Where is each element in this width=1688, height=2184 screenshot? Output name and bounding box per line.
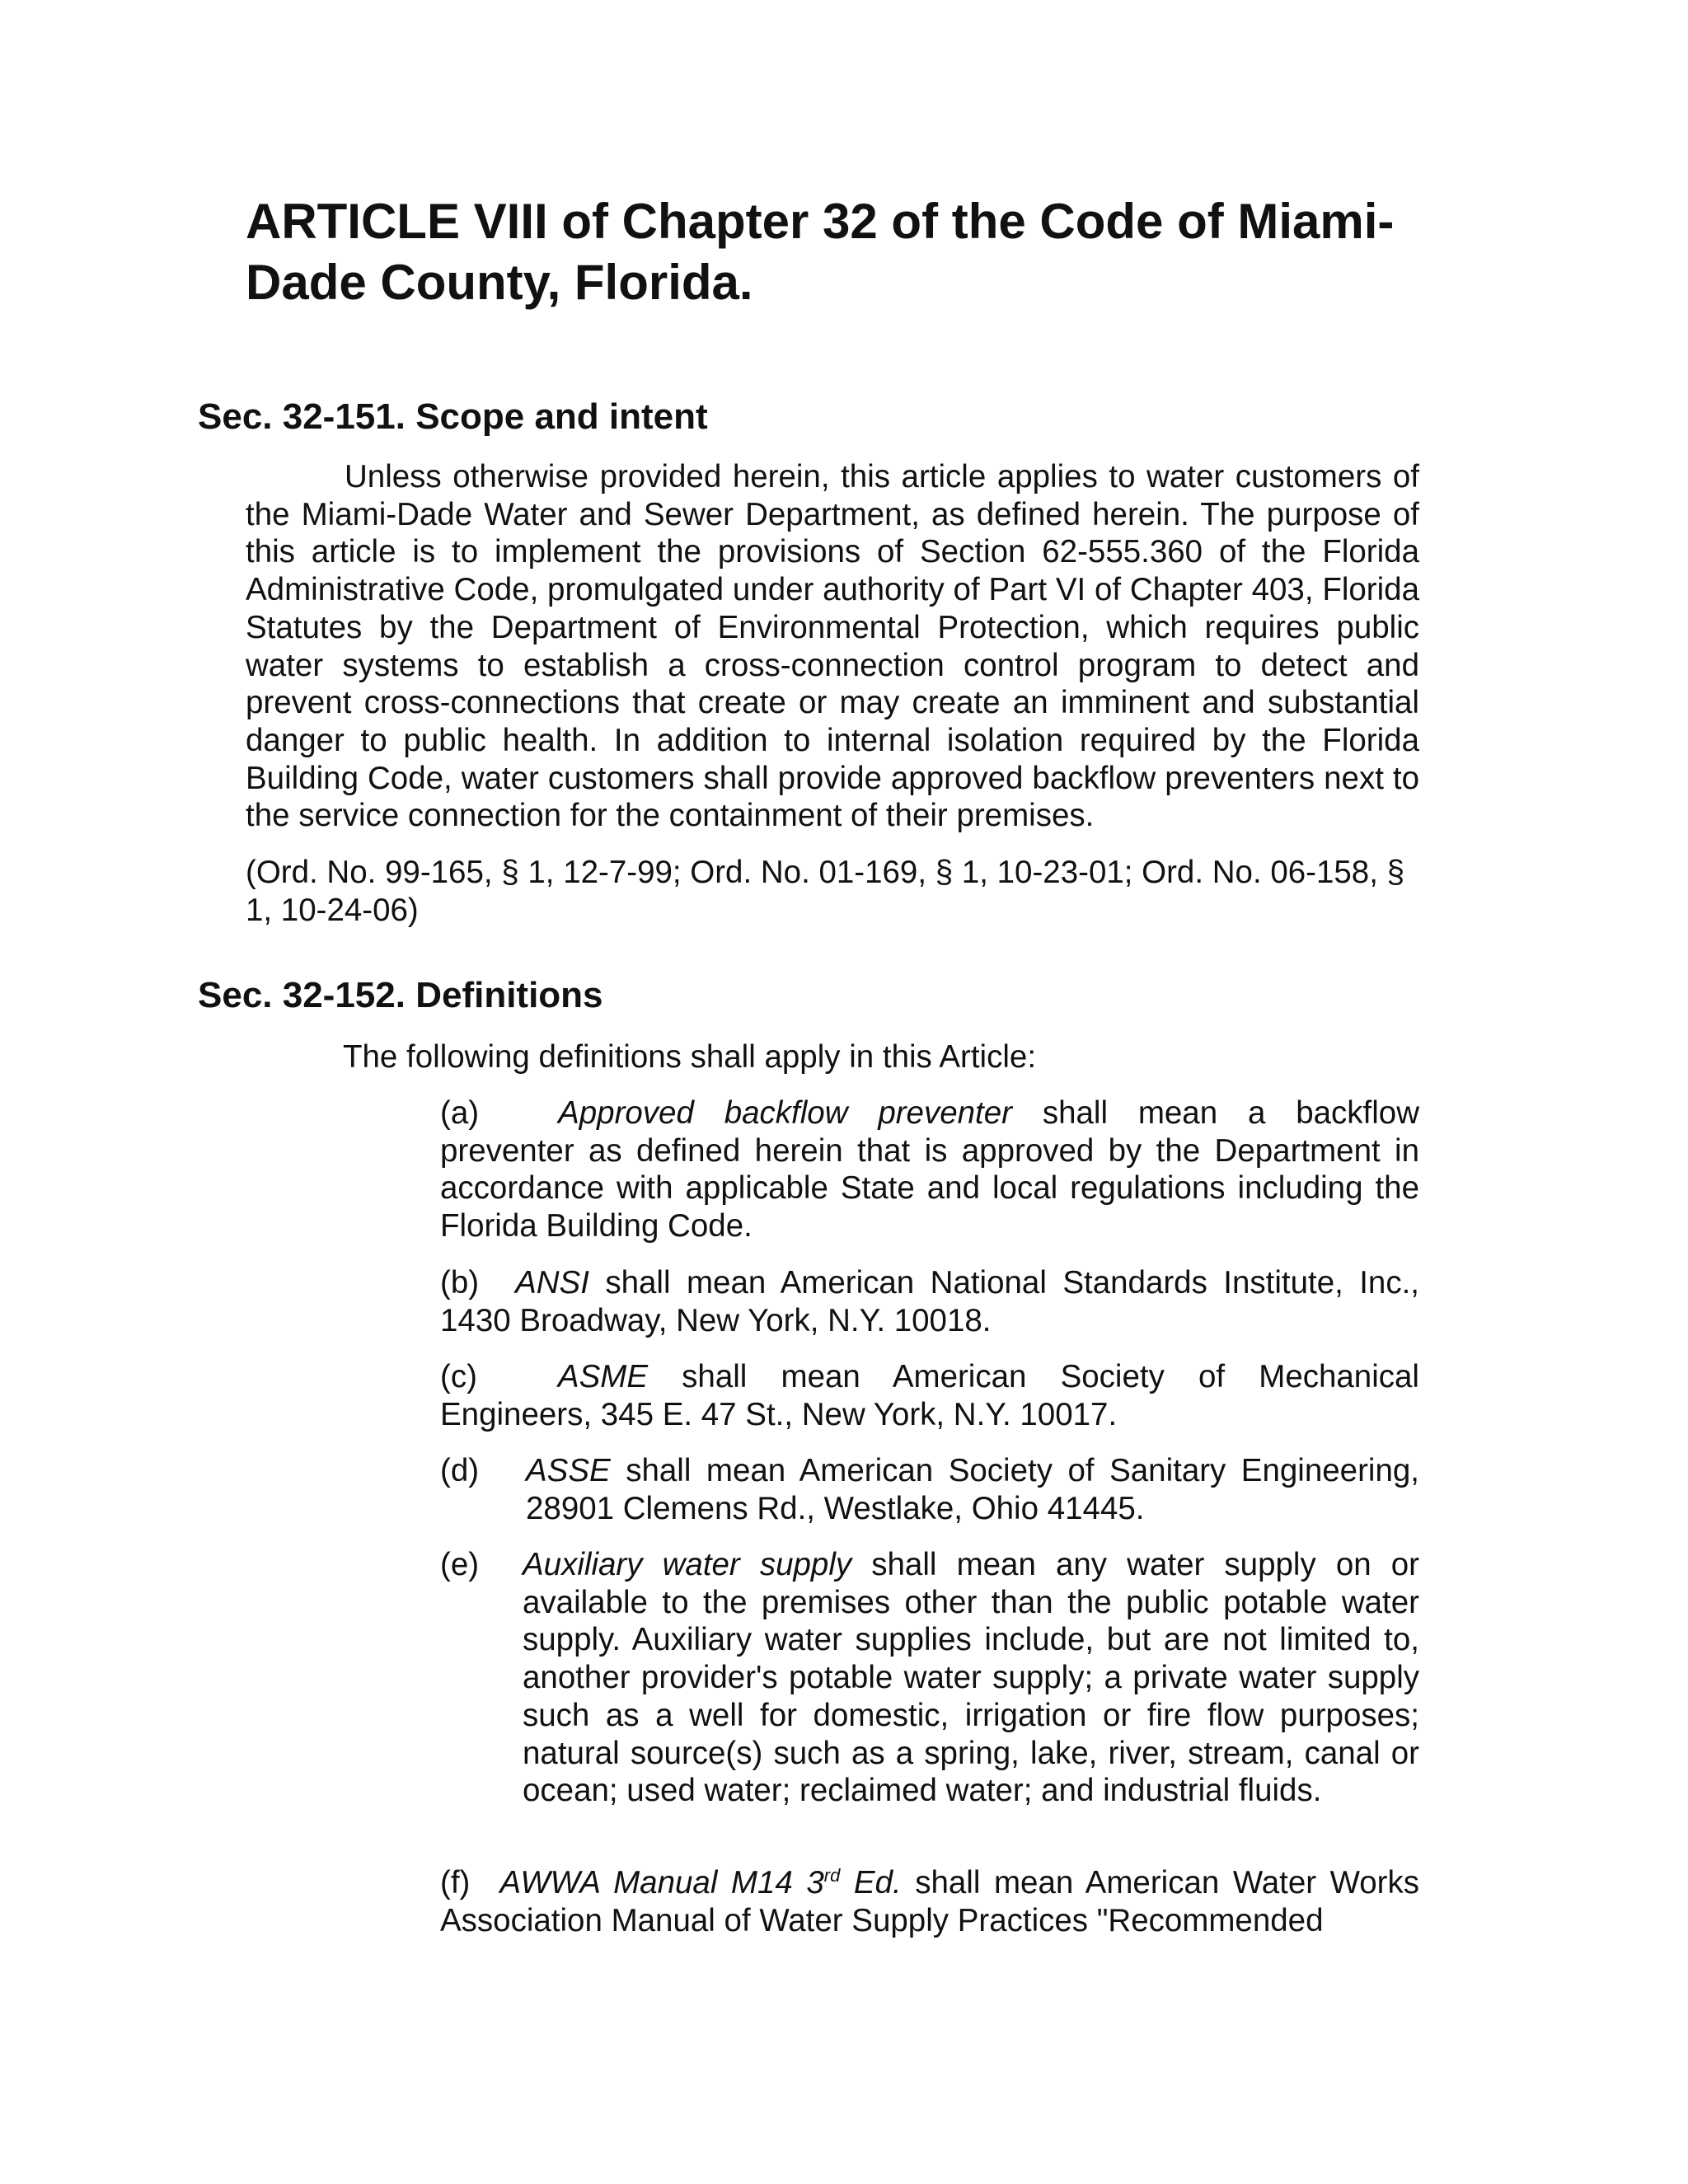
article-title: ARTICLE VIII of Chapter 32 of the Code of Miami-Dade County, Florida.: [246, 194, 1395, 310]
definition-b-text: shall mean American National Standards Institute, Inc., 1430 Broadway, New York, N.Y. 10018.: [440, 1265, 1419, 1338]
definition-d-text: shall mean American Society of Sanitary Engineering, 28901 Clemens Rd., Westlake, Ohio 41445.: [526, 1453, 1419, 1526]
section-151-heading: Sec. 32-151. Scope and intent: [198, 396, 708, 437]
definition-f-text: shall mean American Water Works Association Manual of Water Supply Practices "Recommended: [440, 1865, 1420, 1938]
definition-a-label: (a): [440, 1095, 480, 1131]
definition-a: [440, 1094, 1419, 1245]
definition-a-text: shall mean a backflow preventer as defined herein that is approved by the Department in accordance with applicable State and local regulations including the Florida Building Code.: [440, 1095, 1420, 1244]
definition-e: [440, 1546, 1419, 1810]
definition-c-term: ASME: [557, 1359, 649, 1394]
definition-f-term-sup: rd: [823, 1865, 841, 1886]
definition-f-term-edition: Ed.: [840, 1865, 902, 1900]
definition-f: [440, 1864, 1419, 1939]
definition-c-text: shall mean American Society of Mechanical Engineers, 345 E. 47 St., New York, N.Y. 10017.: [440, 1359, 1419, 1432]
definition-b-term: ANSI: [515, 1265, 589, 1301]
definition-d-label: (d): [440, 1453, 480, 1488]
definition-e-text: shall mean any water supply on or available to the premises other than the public potable water supply. Auxiliary water supplies include, but are not limited to, another provider's potable water supply; a private water supply such as a well for domestic, irrigation or fire flow purposes; natural source(s) such as a spring, lake, river, stream, canal or ocean; used water; reclaimed water; and industrial fluids.: [523, 1547, 1419, 1809]
definition-f-term: [499, 1865, 901, 1900]
definition-b-label: (b): [440, 1265, 480, 1301]
definition-c: [440, 1358, 1419, 1433]
section-152-intro: The following definitions shall apply in this Article:: [343, 1039, 1037, 1075]
definition-d-term: ASSE: [526, 1453, 611, 1488]
section-151-body: Unless otherwise provided herein, this article applies to water customers of the Miami-Dade Water and Sewer Department, as defined herein. The purpose of this article is to implement the provisions of Section 62-555.360 of the Florida Administrative Code, promulgated under authority of Part VI of Chapter 403, Florida Statutes by the Department of Environmental Protection, which requires public water systems to establish a cross-connection control program to detect and prevent cross-connections that create or may create an imminent and substantial danger to public health. In addition to internal isolation required by the Florida Building Code, water customers shall provide approved backflow preventers next to the service connection for the containment of their premises.: [246, 459, 1419, 834]
definition-b: [440, 1264, 1419, 1339]
definition-d: [440, 1452, 1419, 1527]
definition-c-label: (c): [440, 1359, 477, 1394]
section-152-heading: Sec. 32-152. Definitions: [198, 975, 603, 1015]
definition-f-term-main: AWWA Manual M14 3: [499, 1865, 824, 1900]
definition-e-label: (e): [440, 1547, 480, 1582]
definition-e-term: Auxiliary water supply: [523, 1547, 852, 1582]
definition-f-label: (f): [440, 1865, 471, 1900]
section-151-history: (Ord. No. 99-165, § 1, 12-7-99; Ord. No. 01-169, § 1, 10-23-01; Ord. No. 06-158, § 1, 10-24-06): [246, 855, 1405, 928]
definition-a-term: Approved backflow preventer: [558, 1095, 1012, 1131]
